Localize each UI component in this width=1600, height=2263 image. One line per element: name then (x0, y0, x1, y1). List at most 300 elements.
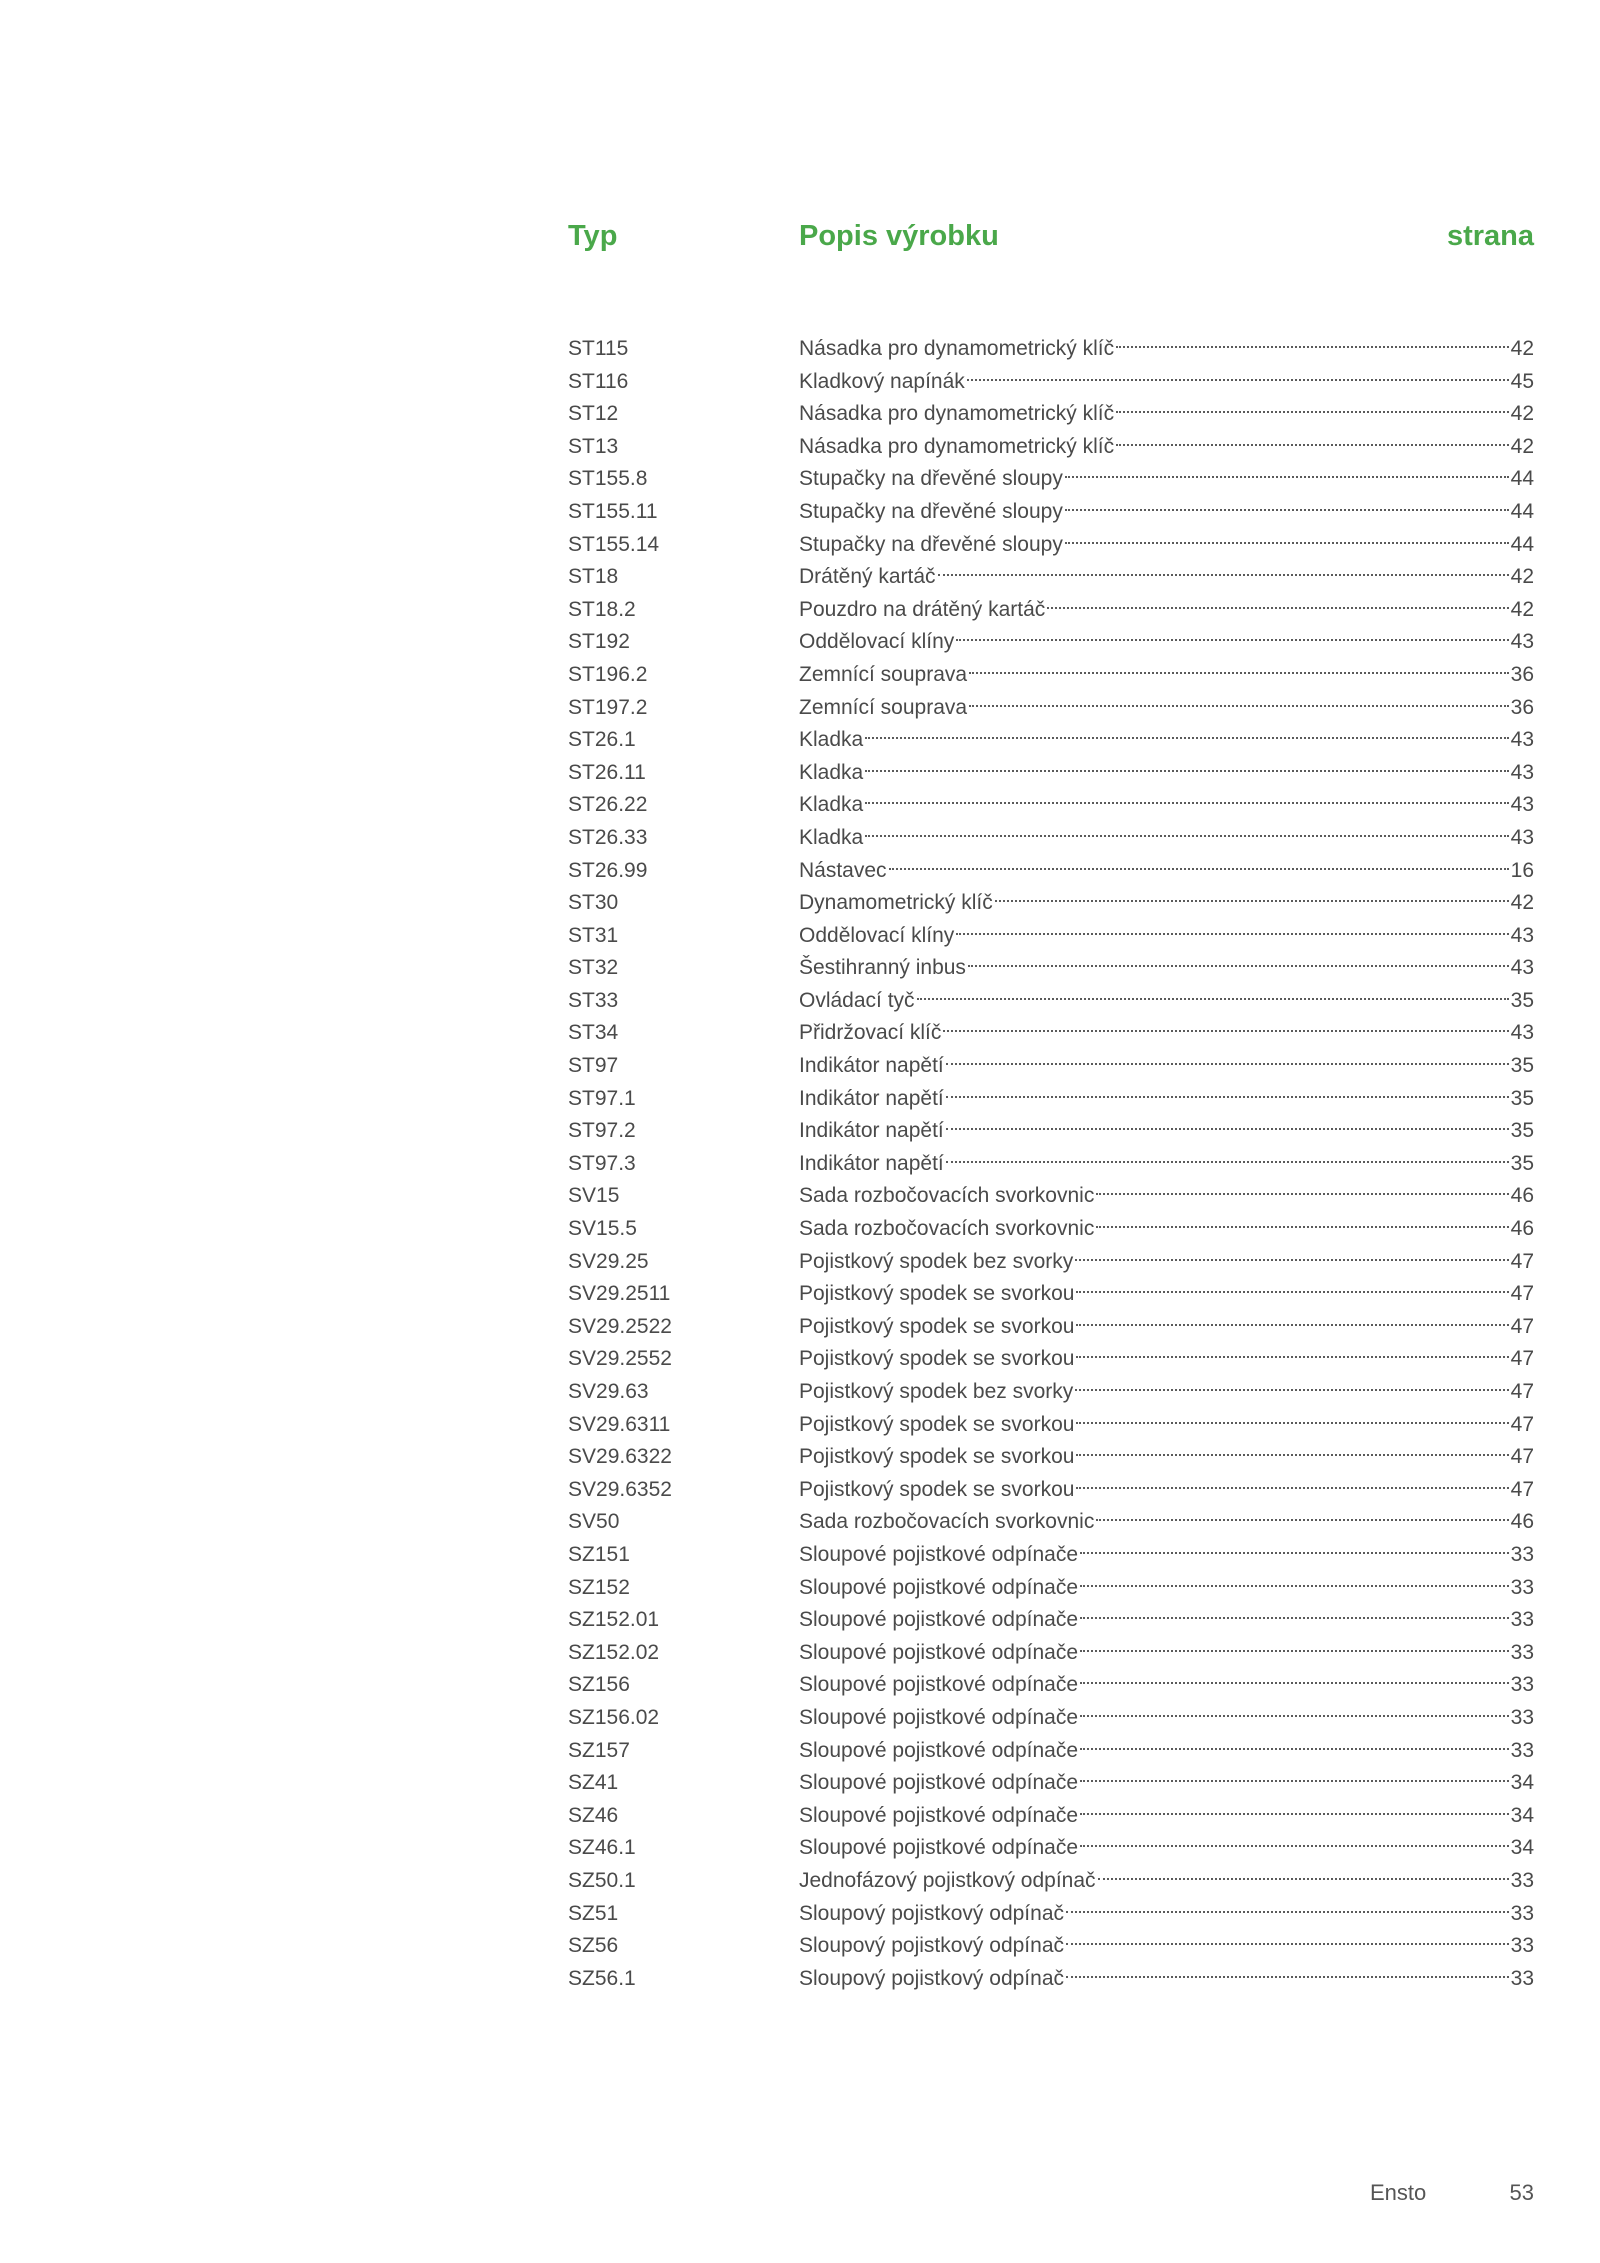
row-page: 35 (1510, 1054, 1534, 1078)
table-row (568, 431, 1534, 464)
table-row (568, 398, 1534, 431)
row-type: SV29.6322 (568, 1445, 672, 1469)
row-description: Sloupové pojistkové odpínače (799, 1608, 1079, 1632)
row-page: 46 (1510, 1217, 1534, 1241)
row-description: Nástavec (799, 858, 887, 882)
row-page: 33 (1510, 1673, 1534, 1697)
dot-leader (865, 737, 1508, 739)
row-type: SV29.2522 (568, 1314, 672, 1338)
row-type: ST116 (568, 369, 629, 393)
row-page: 47 (1510, 1249, 1534, 1273)
row-leader (799, 333, 1534, 366)
row-description: Kladkový napínák (799, 369, 965, 393)
row-type: SZ151 (568, 1542, 630, 1566)
table-row (568, 1246, 1534, 1279)
row-description: Zemnící souprava (799, 695, 968, 719)
row-leader (799, 887, 1534, 920)
table-row (568, 1376, 1534, 1409)
row-type: SV15 (568, 1184, 620, 1208)
row-page: 42 (1510, 402, 1534, 426)
row-leader (799, 1702, 1534, 1735)
table-row (568, 1278, 1534, 1311)
row-type: SZ152 (568, 1575, 630, 1599)
row-page: 42 (1510, 337, 1534, 360)
table-row (568, 985, 1534, 1018)
table-row (568, 1800, 1534, 1833)
dot-leader (1080, 1682, 1509, 1684)
table-row (568, 659, 1534, 692)
table-row (568, 496, 1534, 529)
row-description: Násadka pro dynamometrický klíč (799, 337, 1115, 360)
dot-leader (1076, 1291, 1508, 1293)
dot-leader (1080, 1845, 1509, 1847)
row-type: ST26.33 (568, 825, 648, 849)
row-description: Sloupové pojistkové odpínače (799, 1771, 1079, 1795)
row-page: 46 (1510, 1184, 1534, 1208)
row-type: SZ41 (568, 1771, 619, 1795)
row-leader (799, 1050, 1534, 1083)
table-header (568, 220, 1534, 264)
row-leader (799, 1083, 1534, 1116)
row-description: Drátěný kartáč (799, 565, 936, 589)
row-type: ST196.2 (568, 662, 648, 686)
row-leader (799, 1767, 1534, 1800)
row-page: 43 (1510, 825, 1534, 849)
table-row (568, 1735, 1534, 1768)
row-leader (799, 985, 1534, 1018)
row-page: 42 (1510, 434, 1534, 458)
row-type: SV29.25 (568, 1249, 649, 1273)
row-leader (799, 1409, 1534, 1442)
row-description: Stupačky na dřevěné sloupy (799, 532, 1063, 556)
row-leader (799, 822, 1534, 855)
row-page: 33 (1510, 1640, 1534, 1664)
row-page: 47 (1510, 1314, 1534, 1338)
row-leader (799, 757, 1534, 790)
table-row (568, 1311, 1534, 1344)
row-description: Pojistkový spodek se svorkou (799, 1282, 1075, 1306)
row-description: Sloupový pojistkový odpínač (799, 1966, 1064, 1990)
row-page: 44 (1510, 499, 1534, 523)
dot-leader (967, 379, 1509, 381)
row-page: 35 (1510, 988, 1534, 1012)
row-type: ST155.8 (568, 467, 648, 491)
row-page: 35 (1510, 1086, 1534, 1110)
row-leader (799, 1213, 1534, 1246)
row-page: 34 (1510, 1803, 1534, 1827)
row-leader (799, 1669, 1534, 1702)
row-leader (799, 1604, 1534, 1637)
table-row (568, 1539, 1534, 1572)
row-leader (799, 1246, 1534, 1279)
row-type: ST97 (568, 1054, 619, 1078)
row-type: SZ157 (568, 1738, 630, 1762)
table-row (568, 789, 1534, 822)
table-row (568, 529, 1534, 562)
row-leader (799, 1735, 1534, 1768)
row-description: Sloupové pojistkové odpínače (799, 1575, 1079, 1599)
row-description: Sada rozbočovacích svorkovnic (799, 1184, 1095, 1208)
row-leader (799, 659, 1534, 692)
product-index-table (568, 333, 1534, 1995)
table-row (568, 1572, 1534, 1605)
row-leader (799, 1180, 1534, 1213)
row-page: 33 (1510, 1966, 1534, 1990)
table-row (568, 1017, 1534, 1050)
row-description: Oddělovací klíny (799, 630, 955, 654)
row-description: Násadka pro dynamometrický klíč (799, 402, 1115, 426)
table-row (568, 1767, 1534, 1800)
row-leader (799, 626, 1534, 659)
row-type: ST33 (568, 988, 619, 1012)
row-description: Pojistkový spodek bez svorky (799, 1249, 1074, 1273)
row-description: Sloupové pojistkové odpínače (799, 1803, 1079, 1827)
table-row (568, 1865, 1534, 1898)
dot-leader (946, 1128, 1509, 1130)
table-row (568, 1083, 1534, 1116)
dot-leader (938, 574, 1509, 576)
row-type: ST32 (568, 956, 619, 980)
row-leader (799, 855, 1534, 888)
dot-leader (1066, 1976, 1509, 1978)
dot-leader (1080, 1650, 1509, 1652)
row-leader (799, 1963, 1534, 1996)
row-leader (799, 1539, 1534, 1572)
row-description: Stupačky na dřevěné sloupy (799, 467, 1063, 491)
row-description: Sloupové pojistkové odpínače (799, 1836, 1079, 1860)
dot-leader (1096, 1226, 1508, 1228)
row-description: Indikátor napětí (799, 1086, 944, 1110)
row-leader (799, 1148, 1534, 1181)
dot-leader (946, 1161, 1509, 1163)
table-row (568, 724, 1534, 757)
table-row (568, 920, 1534, 953)
table-row (568, 1180, 1534, 1213)
table-row (568, 1669, 1534, 1702)
row-description: Pojistkový spodek se svorkou (799, 1314, 1075, 1338)
row-type: SV29.63 (568, 1380, 649, 1403)
table-row (568, 1963, 1534, 1996)
dot-leader (1116, 346, 1509, 348)
dot-leader (1096, 1193, 1508, 1195)
dot-leader (1075, 1259, 1508, 1261)
table-row (568, 1474, 1534, 1507)
row-type: SZ56.1 (568, 1966, 636, 1990)
row-type: ST18.2 (568, 597, 636, 621)
row-description: Jednofázový pojistkový odpínač (799, 1868, 1096, 1892)
table-row (568, 1637, 1534, 1670)
row-type: SV29.6311 (568, 1412, 671, 1436)
row-page: 33 (1510, 1901, 1534, 1925)
dot-leader (969, 705, 1509, 707)
row-page: 47 (1510, 1380, 1534, 1403)
row-type: SV29.2552 (568, 1347, 672, 1371)
row-description: Kladka (799, 793, 864, 817)
row-page: 36 (1510, 695, 1534, 719)
dot-leader (1065, 509, 1509, 511)
row-type: ST115 (568, 337, 629, 360)
row-type: SZ56 (568, 1934, 619, 1958)
table-row (568, 822, 1534, 855)
row-page: 33 (1510, 1608, 1534, 1632)
dot-leader (1076, 1356, 1508, 1358)
header-description: Popis výrobku (799, 220, 999, 252)
row-type: ST18 (568, 565, 619, 589)
row-leader (799, 529, 1534, 562)
row-description: Sloupový pojistkový odpínač (799, 1934, 1064, 1958)
row-description: Indikátor napětí (799, 1151, 944, 1175)
row-leader (799, 1572, 1534, 1605)
row-type: SV50 (568, 1510, 620, 1534)
row-description: Pojistkový spodek se svorkou (799, 1412, 1075, 1436)
row-description: Indikátor napětí (799, 1054, 944, 1078)
row-type: ST155.11 (568, 499, 658, 523)
row-page: 43 (1510, 760, 1534, 784)
dot-leader (1080, 1585, 1509, 1587)
table-row (568, 887, 1534, 920)
table-row (568, 1506, 1534, 1539)
row-description: Stupačky na dřevěné sloupy (799, 499, 1063, 523)
row-description: Sloupové pojistkové odpínače (799, 1705, 1079, 1729)
row-leader (799, 1832, 1534, 1865)
row-type: SZ46 (568, 1803, 619, 1827)
row-description: Pojistkový spodek se svorkou (799, 1477, 1075, 1501)
row-leader (799, 1441, 1534, 1474)
row-leader (799, 1930, 1534, 1963)
row-description: Ovládací tyč (799, 988, 915, 1012)
row-page: 35 (1510, 1151, 1534, 1175)
dot-leader (969, 672, 1509, 674)
row-type: ST26.22 (568, 793, 648, 817)
row-description: Sloupový pojistkový odpínač (799, 1901, 1064, 1925)
row-leader (799, 1278, 1534, 1311)
row-description: Sloupové pojistkové odpínače (799, 1738, 1079, 1762)
row-page: 42 (1510, 565, 1534, 589)
row-type: SZ156.02 (568, 1705, 660, 1729)
row-page: 33 (1510, 1542, 1534, 1566)
row-description: Kladka (799, 825, 864, 849)
row-page: 36 (1510, 662, 1534, 686)
row-description: Přidržovací klíč (799, 1021, 942, 1045)
row-description: Indikátor napětí (799, 1119, 944, 1143)
row-page: 44 (1510, 532, 1534, 556)
row-page: 45 (1510, 369, 1534, 393)
row-description: Pojistkový spodek se svorkou (799, 1445, 1075, 1469)
row-type: SZ152.02 (568, 1640, 660, 1664)
row-page: 47 (1510, 1412, 1534, 1436)
row-page: 43 (1510, 728, 1534, 752)
row-type: ST97.3 (568, 1151, 636, 1175)
row-page: 33 (1510, 1705, 1534, 1729)
row-leader (799, 561, 1534, 594)
row-type: ST31 (568, 923, 619, 947)
dot-leader (1116, 444, 1509, 446)
dot-leader (1065, 476, 1509, 478)
row-page: 47 (1510, 1282, 1534, 1306)
row-page: 47 (1510, 1477, 1534, 1501)
row-type: SV29.6352 (568, 1477, 672, 1501)
dot-leader (1066, 1943, 1509, 1945)
row-type: ST155.14 (568, 532, 660, 556)
row-page: 42 (1510, 597, 1534, 621)
table-row (568, 952, 1534, 985)
row-description: Sada rozbočovacích svorkovnic (799, 1510, 1095, 1534)
row-type: ST34 (568, 1021, 619, 1045)
table-row (568, 1930, 1534, 1963)
dot-leader (1080, 1748, 1509, 1750)
table-row (568, 1702, 1534, 1735)
row-page: 33 (1510, 1575, 1534, 1599)
row-description: Dynamometrický klíč (799, 891, 993, 915)
table-row (568, 1832, 1534, 1865)
table-row (568, 855, 1534, 888)
dot-leader (1080, 1617, 1509, 1619)
row-page: 44 (1510, 467, 1534, 491)
row-description: Kladka (799, 760, 864, 784)
dot-leader (1116, 411, 1509, 413)
row-description: Zemnící souprava (799, 662, 968, 686)
row-type: SZ156 (568, 1673, 630, 1697)
row-page: 47 (1510, 1347, 1534, 1371)
row-type: SZ50.1 (568, 1868, 636, 1892)
dot-leader (1047, 607, 1508, 609)
row-description: Šestihranný inbus (799, 956, 966, 980)
row-page: 16 (1510, 858, 1534, 882)
row-leader (799, 1865, 1534, 1898)
row-leader (799, 952, 1534, 985)
row-leader (799, 1311, 1534, 1344)
dot-leader (1080, 1715, 1509, 1717)
row-page: 34 (1510, 1771, 1534, 1795)
row-type: ST12 (568, 402, 619, 426)
row-leader (799, 724, 1534, 757)
row-type: ST26.1 (568, 728, 636, 752)
row-leader (799, 496, 1534, 529)
dot-leader (865, 835, 1508, 837)
table-row (568, 561, 1534, 594)
header-type: Typ (568, 220, 618, 252)
row-page: 46 (1510, 1510, 1534, 1534)
row-leader (799, 1506, 1534, 1539)
row-type: ST197.2 (568, 695, 648, 719)
dot-leader (1080, 1552, 1509, 1554)
row-description: Pojistkový spodek bez svorky (799, 1380, 1074, 1403)
table-row (568, 463, 1534, 496)
table-row (568, 626, 1534, 659)
table-row (568, 1409, 1534, 1442)
row-leader (799, 594, 1534, 627)
row-leader (799, 789, 1534, 822)
row-leader (799, 398, 1534, 431)
row-page: 43 (1510, 1021, 1534, 1045)
dot-leader (946, 1096, 1509, 1098)
row-leader (799, 1800, 1534, 1833)
row-leader (799, 366, 1534, 399)
row-leader (799, 1474, 1534, 1507)
row-page: 33 (1510, 1868, 1534, 1892)
row-description: Oddělovací klíny (799, 923, 955, 947)
dot-leader (956, 639, 1508, 641)
dot-leader (995, 900, 1509, 902)
dot-leader (943, 1030, 1508, 1032)
row-leader (799, 1115, 1534, 1148)
row-leader (799, 692, 1534, 725)
dot-leader (1076, 1324, 1508, 1326)
table-row (568, 1604, 1534, 1637)
row-type: ST26.11 (568, 760, 646, 784)
dot-leader (968, 965, 1509, 967)
row-leader (799, 1343, 1534, 1376)
row-page: 43 (1510, 793, 1534, 817)
table-row (568, 757, 1534, 790)
table-row (568, 1148, 1534, 1181)
row-type: ST30 (568, 891, 619, 915)
row-type: ST192 (568, 630, 630, 654)
row-type: SZ46.1 (568, 1836, 636, 1860)
row-leader (799, 1898, 1534, 1931)
row-description: Sloupové pojistkové odpínače (799, 1542, 1079, 1566)
table-row (568, 594, 1534, 627)
dot-leader (1098, 1878, 1509, 1880)
row-page: 43 (1510, 630, 1534, 654)
table-row (568, 1441, 1534, 1474)
row-leader (799, 463, 1534, 496)
row-type: ST26.99 (568, 858, 648, 882)
dot-leader (1096, 1519, 1508, 1521)
dot-leader (1066, 1911, 1509, 1913)
header-page: strana (1446, 220, 1534, 252)
row-type: ST97.1 (568, 1086, 636, 1110)
row-type: SV15.5 (568, 1217, 637, 1241)
row-leader (799, 920, 1534, 953)
dot-leader (956, 933, 1508, 935)
table-row (568, 333, 1534, 366)
dot-leader (865, 770, 1508, 772)
table-row (568, 1115, 1534, 1148)
row-page: 35 (1510, 1119, 1534, 1143)
table-row (568, 692, 1534, 725)
dot-leader (889, 868, 1509, 870)
row-description: Pojistkový spodek se svorkou (799, 1347, 1075, 1371)
dot-leader (1080, 1813, 1509, 1815)
footer-page-number: 53 (1509, 2180, 1534, 2205)
table-row (568, 366, 1534, 399)
row-leader (799, 1017, 1534, 1050)
row-page: 33 (1510, 1738, 1534, 1762)
row-type: ST97.2 (568, 1119, 636, 1143)
row-description: Sloupové pojistkové odpínače (799, 1640, 1079, 1664)
dot-leader (1065, 542, 1509, 544)
footer-brand: Ensto (1370, 2180, 1427, 2205)
row-leader (799, 1376, 1534, 1409)
row-leader (799, 1637, 1534, 1670)
row-page: 43 (1510, 923, 1534, 947)
dot-leader (1076, 1487, 1508, 1489)
table-row (568, 1898, 1534, 1931)
row-page: 43 (1510, 956, 1534, 980)
dot-leader (1076, 1454, 1508, 1456)
row-page: 42 (1510, 891, 1534, 915)
dot-leader (1080, 1780, 1509, 1782)
row-description: Násadka pro dynamometrický klíč (799, 434, 1115, 458)
row-description: Pouzdro na drátěný kartáč (799, 597, 1046, 621)
row-type: SV29.2511 (568, 1282, 671, 1306)
row-type: SZ152.01 (568, 1608, 660, 1632)
dot-leader (1076, 1422, 1508, 1424)
row-type: SZ51 (568, 1901, 619, 1925)
dot-leader (917, 998, 1509, 1000)
row-page: 33 (1510, 1934, 1534, 1958)
